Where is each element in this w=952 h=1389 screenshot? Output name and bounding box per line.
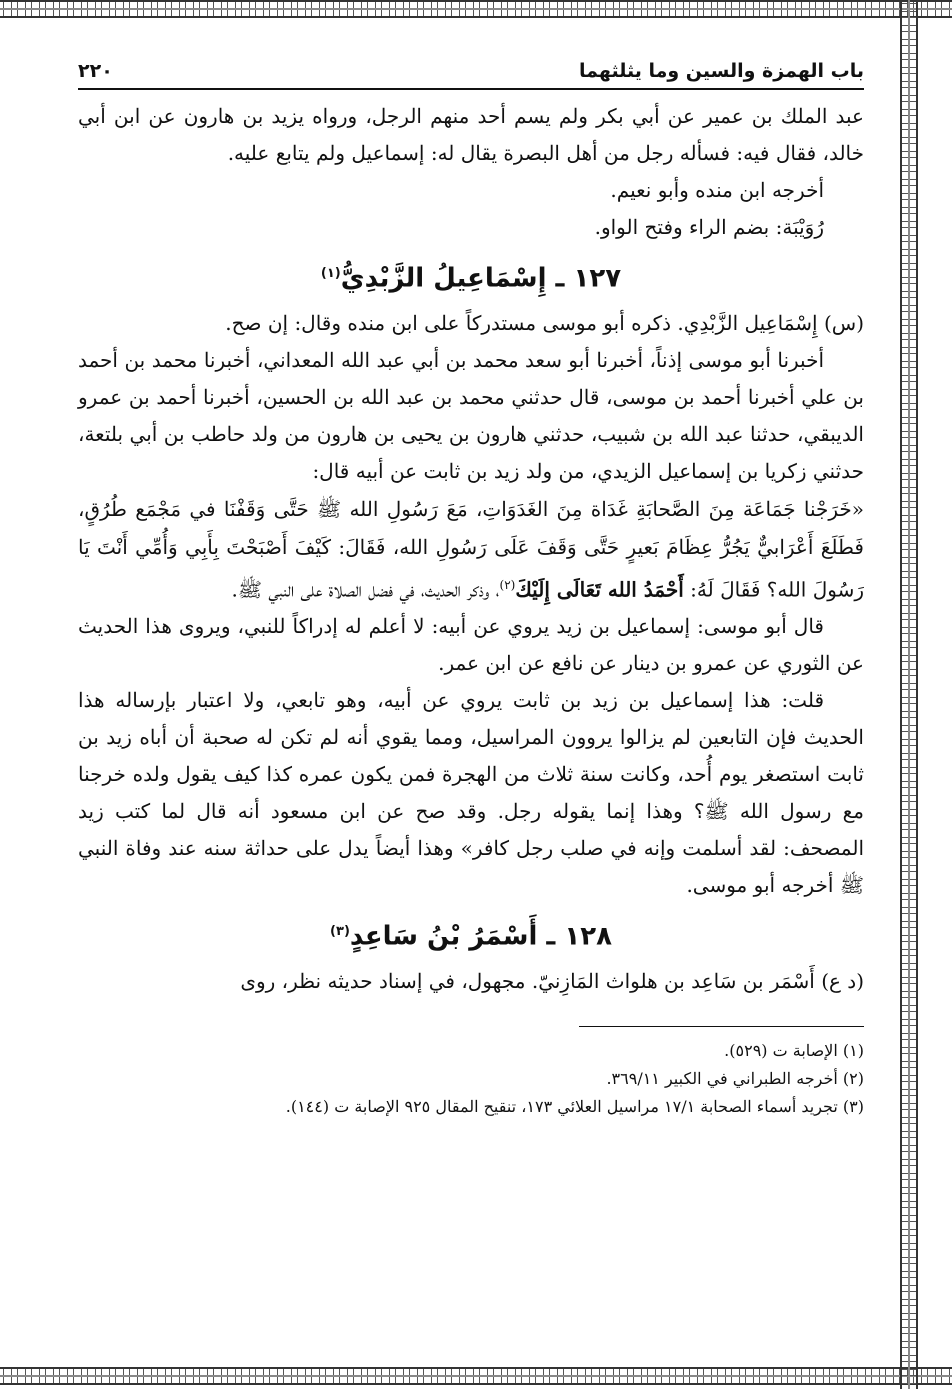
hadith-part: «خَرَجْنا جَمَاعَة مِنَ الصَّحابَةِ غَدَاة مِنَ الغَدَوَاتِ، مَعَ رَسُولِ الله ﷺ حَتَّى وَقَفْنَا في مَجْمَع طُرُقٍ، فَطَلَعَ أَعْرَابيٌّ يَجُرُّ عِظَامَ بَعيرٍ حَتَّى وَقَفَ عَلَى رَسُولِ الله، فَقَالَ: كَيْفَ أَصْبَحْتَ بِأَبِي وَأُمِّي أَنْتَ يَا رَسُولَ الله؟ فَقَالَ لَهُ: [78, 496, 864, 602]
paragraph: (د ع) أَسْمَر بن سَاعِد بن هلواث المَازِنيّ. مجهول، في إسناد حديثه نظر، روى [240, 968, 864, 993]
entry-heading [78, 252, 864, 301]
footnote: (٢) أخرجه الطبراني في الكبير ٣٦٩/١١. [606, 1068, 864, 1088]
hadith-part: ، وذكر الحديث، في فضل الصلاة على النبي ﷺ. [231, 577, 500, 602]
right-border-ornament [900, 0, 918, 1389]
page-body [78, 60, 864, 1121]
paragraph: رُوَيْبَة: بضم الراء وفتح الواو. [594, 215, 824, 239]
footnote: (١) الإصابة ت (٥٢٩). [724, 1040, 864, 1060]
footnote: (٣) تجريد أسماء الصحابة ١٧/١ مراسيل العلائي ١٧٣، تنقيح المقال ٩٢٥ الإصابة ت (١٤٤). [285, 1096, 864, 1116]
paragraph: قال أبو موسى: إسماعيل بن زيد يروي عن أبيه: لا أعلم له إدراكاً للنبي، ويروى هذا الحديث عن الثوري عن عمرو بن دينار عن نافع عن ابن عمر. [78, 614, 864, 676]
top-border-ornament [0, 0, 952, 18]
footnote-marker: (٢) [499, 577, 516, 592]
running-title: باب الهمزة والسين وما يثلثهما [579, 60, 864, 82]
paragraph: أخبرنا أبو موسى إذناً، أخبرنا أبو سعد محمد بن أبي عبد الله المعداني، أخبرنا محمد بن أحمد بن علي أخبرنا أحمد بن موسى، قال حدثني محمد بن عبد الله بن الحسين، أخبرنا أحمد بن عمرو الديبقي، حدثنا عبد الله بن شبيب، حدثني هارون بن يحيى بن هارون من ولد حاطب بن أبي بلتعة، حدثني زكريا بن إسماعيل الزيدي، من ولد زيد بن ثابت عن أبيه قال: [78, 347, 864, 483]
running-head [78, 60, 864, 90]
footnote-separator [579, 1026, 864, 1027]
paragraph: (س) إِسْمَاعِيل الزَّبْدِي. ذكره أبو موسى مستدركاً على ابن منده وقال: إن صح. [225, 310, 864, 335]
footnote-marker: (١) [320, 266, 341, 281]
paragraph: قلت: هذا إسماعيل بن زيد بن ثابت يروي عن أبيه، وهو تابعي، ولا اعتبار بإرساله هذا الحديث فإن التابعين لم يزالوا يروون المراسيل، ومما يقوي أنه لم تكن له صحبة أن أباه زيد بن ثابت استصغر يوم أُحد، وكانت سنة ثلاث من الهجرة فمن يكون عمره كذا كيف يقول ولده خرجنا مع رسول الله ﷺ؟ وهذا إنما يقوله رجل. وقد صح عن ابن مسعود أنه قال لما كتب زيد المصحف: لقد أسلمت وإنه في صلب رجل كافر» وهذا أيضاً يدل على حداثة سنه عند وفاة النبي ﷺ أخرجه أبو موسى. [78, 688, 864, 898]
bottom-border-ornament [0, 1367, 952, 1385]
page-number: ٢٢٠ [78, 60, 113, 82]
hadith-bold-phrase: أَحْمَدُ الله تَعَالَى إِلَيْكَ [515, 577, 684, 602]
entry-heading-text: ١٢٨ ـ أَسْمَرُ بْنُ سَاعِدٍ [349, 921, 612, 952]
paragraph: أخرجه ابن منده وأبو نعيم. [610, 178, 824, 202]
footnote-marker: (٣) [330, 924, 350, 940]
entry-heading [78, 910, 864, 959]
hadith-text [78, 490, 864, 609]
footnotes [78, 1037, 864, 1121]
paragraph: عبد الملك بن عمير عن أبي بكر ولم يسم أحد منهم الرجل، ورواه يزيد بن هارون عن ابن أبي خالد، فقال فيه: فسأله رجل من أهل البصرة يقال له: إسماعيل ولم يتابع عليه. [78, 104, 864, 165]
entry-heading-text: ١٢٧ ـ إِسْمَاعِيلُ الزَّبْدِيُّ [340, 263, 622, 294]
